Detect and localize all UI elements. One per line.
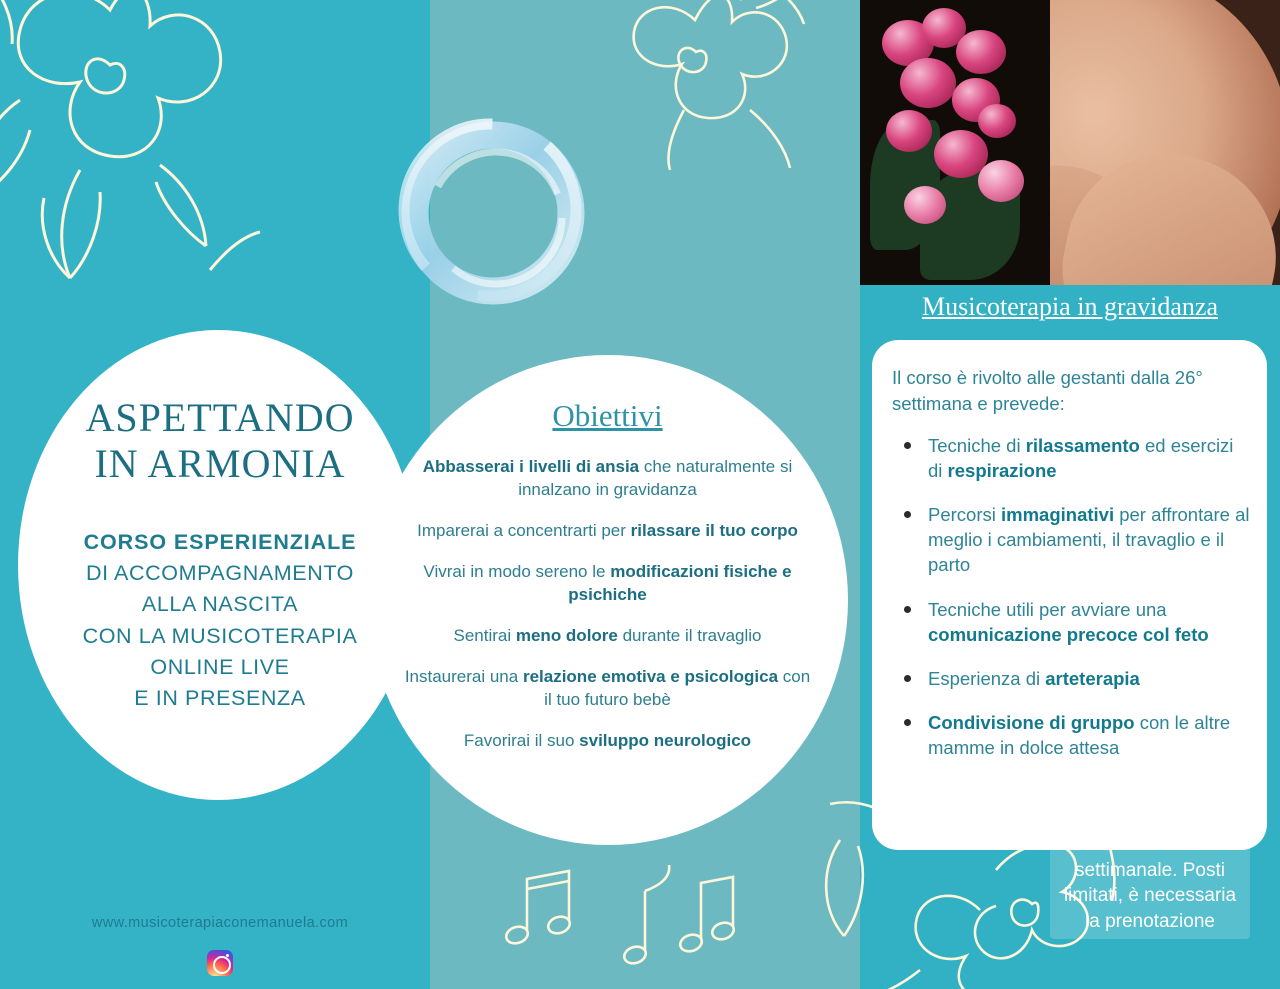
watercolor-ring-decoration <box>378 110 608 320</box>
instagram-link[interactable] <box>30 950 410 981</box>
pregnant-belly-photo <box>860 0 1280 285</box>
title-line-1: ASPETTANDO <box>85 395 355 440</box>
objective-item: Sentirai meno dolore durante il travaglio <box>453 625 762 645</box>
course-feature-item: Condivisione di gruppo con le altre mamme in dolce attesa <box>892 710 1252 760</box>
objective-item: Imparerai a concentrarti per rilassare il tuo corpo <box>417 520 798 540</box>
website-link[interactable]: www.musicoterapiaconemanuela.com <box>91 915 349 931</box>
feature-highlight: arteterapia <box>1045 667 1140 689</box>
feature-highlight: respirazione <box>947 459 1057 481</box>
course-subtitle <box>30 527 410 714</box>
objective-item: Favorirai il suo sviluppo neurologico <box>463 730 752 750</box>
right-section-title: Musicoterapia in gravidanza <box>922 292 1218 321</box>
objectives-column <box>400 398 815 770</box>
course-feature-item: Tecniche utili per avviare una comunicazione precoce col feto <box>892 597 1252 647</box>
course-feature-item: Esperienza di arteterapia <box>892 666 1252 691</box>
subtitle-line-4: CON LA MUSICOTERAPIA <box>82 623 358 648</box>
schedule-notice: Incontri a cadenza settimanale. Posti limitati, è necessaria la prenotazione <box>1050 828 1250 939</box>
subtitle-line-5: ONLINE LIVE <box>150 654 290 679</box>
right-info-content <box>892 365 1252 779</box>
course-intro-text: Il corso è rivolto alle gestanti dalla 26° settimana e prevede: <box>892 367 1203 414</box>
objective-item: Instaurerai una relazione emotiva e psicologica con il tuo futuro bebè <box>404 666 811 709</box>
feature-highlight: comunicazione precoce col feto <box>928 623 1209 645</box>
objective-highlight: meno dolore <box>515 625 618 645</box>
course-feature-item: Percorsi immaginativi per affrontare al meglio i cambiamenti, il travaglio e il parto <box>892 502 1252 577</box>
title-line-2: IN ARMONIA <box>94 441 346 486</box>
objective-highlight: relazione emotiva e psicologica <box>522 666 779 686</box>
objectives-heading: Obiettivi <box>552 398 663 433</box>
objective-highlight: modificazioni fisiche e psichiche <box>568 561 792 604</box>
subtitle-line-1: CORSO ESPERIENZIALE <box>83 530 357 554</box>
subtitle-line-3: ALLA NASCITA <box>141 592 299 617</box>
feature-highlight: Condivisione di gruppo <box>928 712 1135 734</box>
feature-highlight: immaginativi <box>1001 504 1115 526</box>
subtitle-line-2: DI ACCOMPAGNAMENTO <box>85 561 355 586</box>
course-features-list <box>892 433 1252 761</box>
left-column <box>30 395 410 931</box>
instagram-icon[interactable] <box>207 950 233 976</box>
objective-item: Abbasserai i livelli di ansia che naturalmente si innalzano in gravidanza <box>422 457 793 499</box>
photo-orchids <box>860 0 1050 285</box>
objectives-list <box>400 456 815 752</box>
objective-highlight: rilassare il tuo corpo <box>630 520 798 540</box>
objective-highlight: sviluppo neurologico <box>579 730 752 750</box>
subtitle-line-6: E IN PRESENZA <box>134 685 306 710</box>
objective-highlight: Abbasserai i livelli di ansia <box>422 457 640 476</box>
course-feature-item: Tecniche di rilassamento ed esercizi di respirazione <box>892 433 1252 483</box>
feature-highlight: rilassamento <box>1025 434 1140 456</box>
objective-item: Vivrai in modo sereno le modificazioni fisiche e psichiche <box>423 561 792 604</box>
page-title <box>30 395 410 487</box>
